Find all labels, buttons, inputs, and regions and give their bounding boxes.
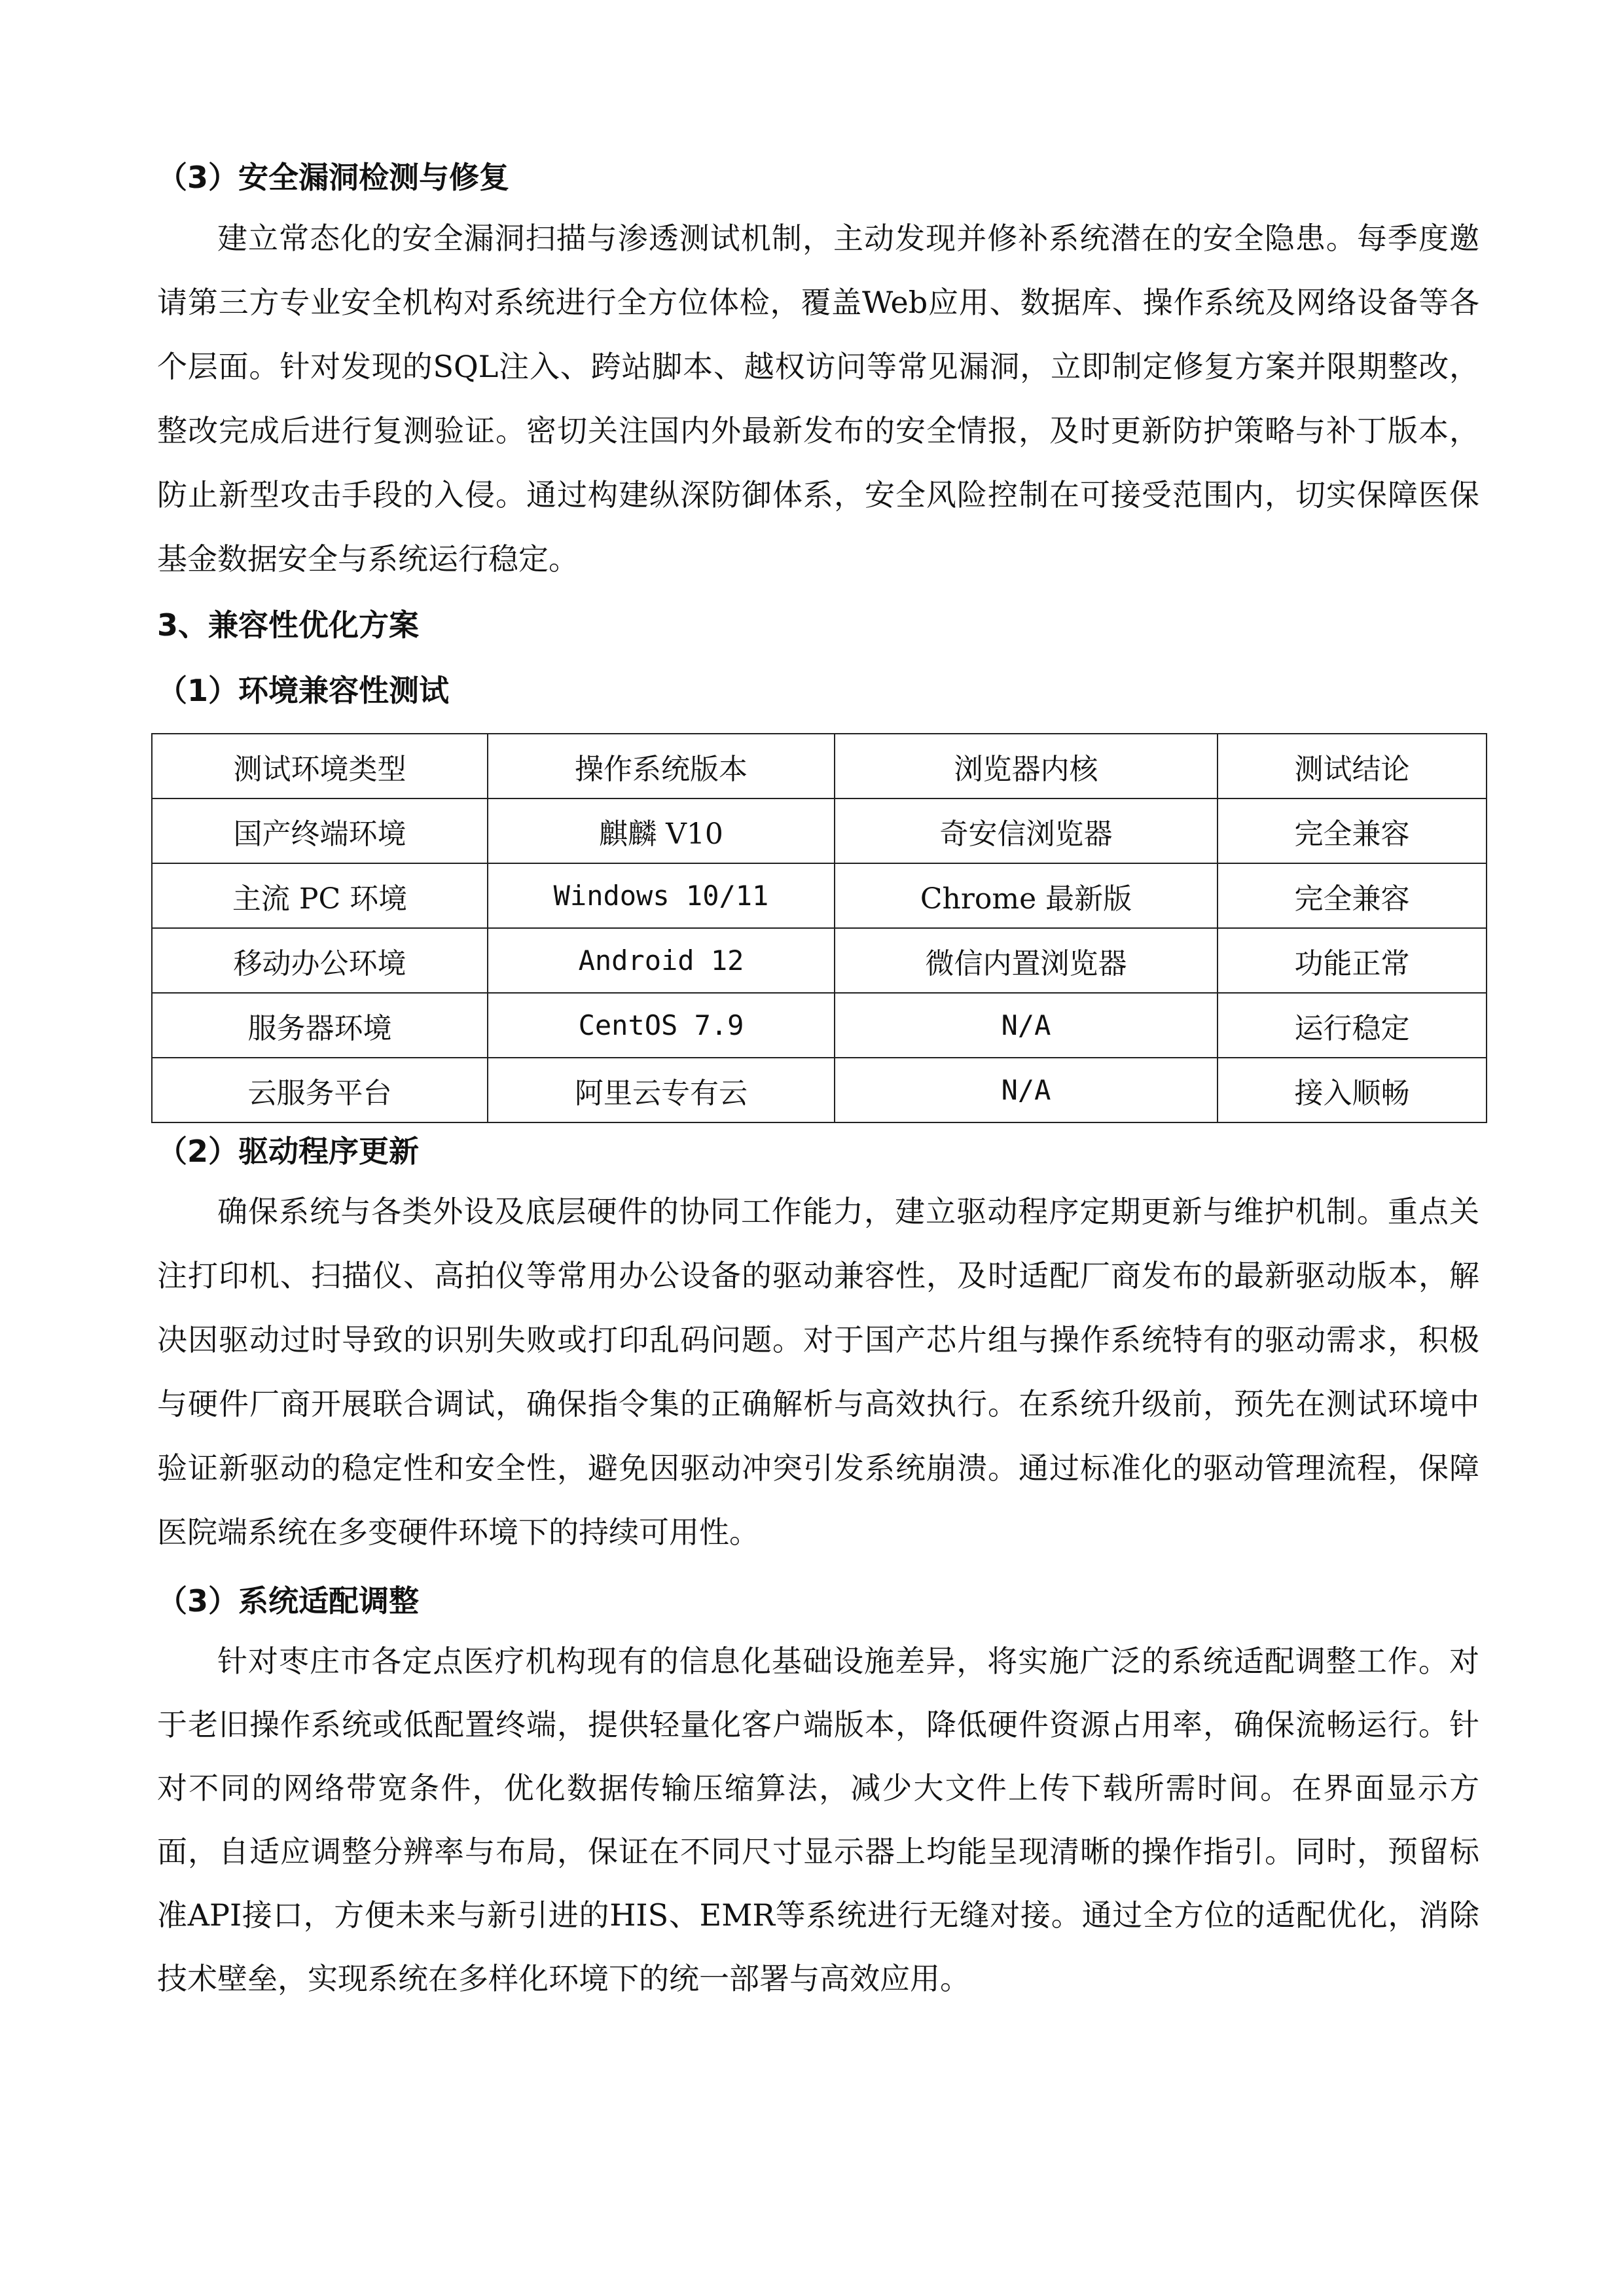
section-3-heading: （3）安全漏洞检测与修复 (157, 160, 510, 195)
table-cell: 移动办公环境 (152, 928, 488, 993)
table-cell: 麒麟 V10 (488, 798, 835, 863)
subsection-2-heading: （2）驱动程序更新 (157, 1134, 420, 1169)
table-row (152, 928, 1487, 993)
subsection-2-paragraph: 确保系统与各类外设及底层硬件的协同工作能力，建立驱动程序定期更新与维护机制。重点关注打印机、扫描仪、高拍仪等常用办公设备的驱动兼容性，及时适配厂商发布的最新驱动版本，解决因驱动过时导致的识别失败或打印乱码问题。对于国产芯片组与操作系统特有的驱动需求，积极与硬件厂商开展联合调试，确保指令集的正确解析与高效执行。在系统升级前，预先在测试环境中验证新驱动的稳定性和安全性，避免因驱动冲突引发系统崩溃。通过标准化的驱动管理流程，保障医院端系统在多变硬件环境下的持续可用性。 (157, 1194, 1479, 1550)
table-cell: N/A (835, 993, 1218, 1058)
table-header-cell: 测试环境类型 (152, 734, 488, 798)
table-cell: Android 12 (488, 928, 835, 993)
table-row (152, 993, 1487, 1058)
table-cell: 云服务平台 (152, 1058, 488, 1122)
table-cell: 完全兼容 (1218, 798, 1487, 863)
table-cell: 主流 PC 环境 (152, 863, 488, 928)
table-cell: Windows 10/11 (488, 863, 835, 928)
table-row (152, 863, 1487, 928)
table-header-cell: 操作系统版本 (488, 734, 835, 798)
table-row (152, 1058, 1487, 1122)
subsection-1-heading: （1）环境兼容性测试 (157, 673, 450, 708)
compatibility-test-table (151, 733, 1487, 1123)
table-cell: 运行稳定 (1218, 993, 1487, 1058)
table-cell: N/A (835, 1058, 1218, 1122)
table-cell: 完全兼容 (1218, 863, 1487, 928)
table-header-cell: 浏览器内核 (835, 734, 1218, 798)
table-header-cell: 测试结论 (1218, 734, 1487, 798)
table-cell: CentOS 7.9 (488, 993, 835, 1058)
section-3-paragraph: 建立常态化的安全漏洞扫描与渗透测试机制，主动发现并修补系统潜在的安全隐患。每季度邀请第三方专业安全机构对系统进行全方位体检，覆盖Web应用、数据库、操作系统及网络设备等各个层面。针对发现的SQL注入、跨站脚本、越权访问等常见漏洞，立即制定修复方案并限期整改，整改完成后进行复测验证。密切关注国内外最新发布的安全情报，及时更新防护策略与补丁版本，防止新型攻击手段的入侵。通过构建纵深防御体系，安全风险控制在可接受范围内，切实保障医保基金数据安全与系统运行稳定。 (157, 221, 1479, 577)
table-row (152, 798, 1487, 863)
table-cell: 阿里云专有云 (488, 1058, 835, 1122)
table-cell: 国产终端环境 (152, 798, 488, 863)
table-cell: Chrome 最新版 (835, 863, 1218, 928)
subsection-3-paragraph: 针对枣庄市各定点医疗机构现有的信息化基础设施差异，将实施广泛的系统适配调整工作。对于老旧操作系统或低配置终端，提供轻量化客户端版本，降低硬件资源占用率，确保流畅运行。针对不同的网络带宽条件，优化数据传输压缩算法，减少大文件上传下载所需时间。在界面显示方面，自适应调整分辨率与布局，保证在不同尺寸显示器上均能呈现清晰的操作指引。同时，预留标准API接口，方便未来与新引进的HIS、EMR等系统进行无缝对接。通过全方位的适配优化，消除技术壁垒，实现系统在多样化环境下的统一部署与高效应用。 (157, 1643, 1479, 1996)
table-header-row (152, 734, 1487, 798)
chapter-3-heading: 3、兼容性优化方案 (157, 607, 420, 643)
table-cell: 接入顺畅 (1218, 1058, 1487, 1122)
table-cell: 服务器环境 (152, 993, 488, 1058)
subsection-3-heading: （3）系统适配调整 (157, 1583, 420, 1619)
table-cell: 奇安信浏览器 (835, 798, 1218, 863)
table-cell: 微信内置浏览器 (835, 928, 1218, 993)
table-cell: 功能正常 (1218, 928, 1487, 993)
